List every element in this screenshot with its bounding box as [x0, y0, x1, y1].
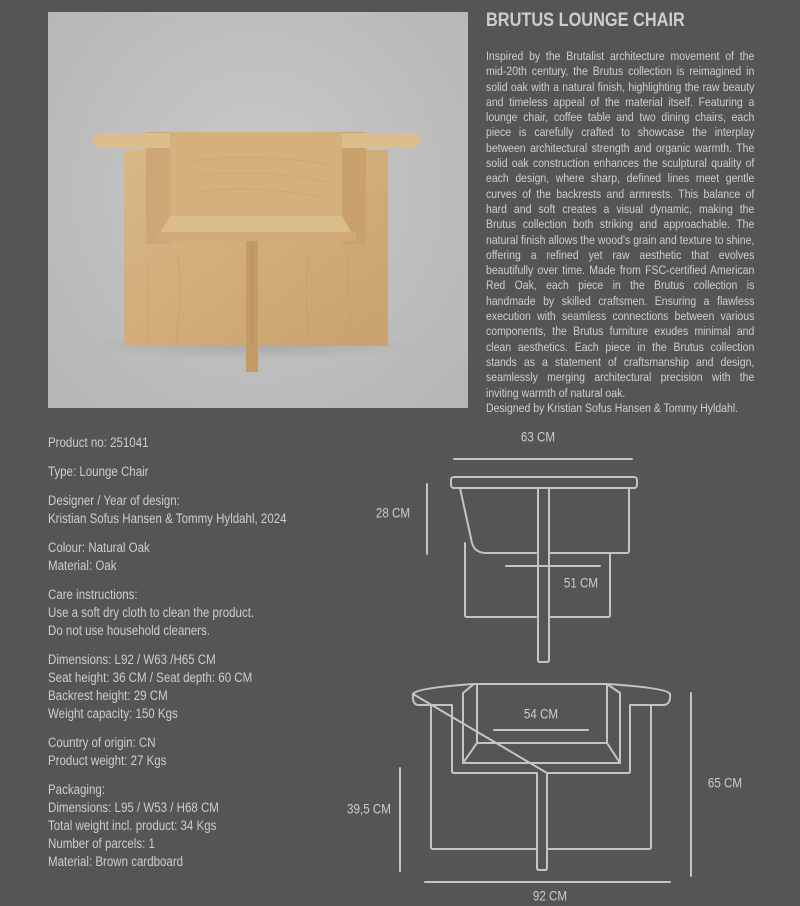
- spec-line: Product weight: 27 Kgs: [48, 753, 167, 768]
- dim-label-width-92: 92 CM: [532, 888, 568, 904]
- spec-line: Care instructions:: [48, 587, 138, 602]
- spec-line: Material: Brown cardboard: [48, 854, 184, 869]
- seat-right-bevel: [607, 743, 620, 763]
- dim-label-depth-28: 28 CM: [375, 505, 411, 521]
- spec-line: Do not use household cleaners.: [48, 623, 210, 638]
- spec-line: Kristian Sofus Hansen & Tommy Hyldahl, 2024: [48, 511, 287, 526]
- spec-line: Total weight incl. product: 34 Kgs: [48, 818, 217, 833]
- seat-left-bevel: [463, 743, 477, 763]
- product-title: BRUTUS LOUNGE CHAIR: [486, 10, 685, 31]
- center-stem: [538, 488, 549, 662]
- spec-line: Dimensions: L95 / W53 / H68 CM: [48, 800, 219, 815]
- spec-line: Designer / Year of design:: [48, 493, 180, 508]
- right-body-outline: [547, 706, 651, 849]
- seat-side-panels: [463, 684, 620, 763]
- spec-line: Seat height: 36 CM / Seat depth: 60 CM: [48, 670, 253, 685]
- spec-line: Type: Lounge Chair: [48, 464, 149, 479]
- product-description-text: Inspired by the Brutalist architecture movement of the mid-20th century, the Brutus collection is reimagined in solid oak with a natural finish, highlighting the raw beauty and timeless appeal of the material itself. Featuring a lounge chair, coffee table and two dining chairs, each piece is carefully crafted to showcase the interplay between architectural strength and organic warmth. The solid oak construction enhances the sculptural quality of each design, where sharp, defined lines meet gentle curves of the backrests and armrests. This balance of hard and soft creates a visual dynamic, making the Brutus collection both striking and approachable. The natural finish allows the wood's grain and texture to shine, offering a refined yet raw aesthetic that evolves beautifully over time. Made from FSC-certified American Red Oak, each piece in the Brutus collection is handmade by skilled craftsmen. Ensuring a flawless execution with seamless connections between various components, the Brutus furniture exudes minimal and clean aesthetics. Each piece in the Brutus collection stands as a statement of craftsmanship and design, seamlessly merging architectural precision with the inviting warmth of natural oak.: [486, 49, 755, 400]
- top-plank: [451, 477, 637, 488]
- spec-line: Use a soft dry cloth to clean the product.: [48, 605, 255, 620]
- spec-line: Number of parcels: 1: [48, 836, 155, 851]
- spec-line: Dimensions: L92 / W63 /H65 CM: [48, 652, 216, 667]
- dim-label-height-65: 65 CM: [707, 775, 743, 791]
- lower-left-panel: [465, 543, 536, 617]
- front-stem: [537, 773, 547, 870]
- dim-label-width-63: 63 CM: [520, 429, 556, 445]
- dim-label-seat-height: 39,5 CM: [347, 801, 391, 817]
- spec-line: Weight capacity: 150 Kgs: [48, 706, 178, 721]
- spec-line: Product no: 251041: [48, 435, 149, 450]
- left-arm-outline: [460, 488, 536, 553]
- spec-line: Material: Oak: [48, 558, 117, 573]
- spec-line: Country of origin: CN: [48, 735, 156, 750]
- designer-credit: Designed by Kristian Sofus Hansen & Tommy Hyldahl.: [486, 401, 739, 415]
- left-body-outline: [431, 706, 537, 849]
- dim-label-seat-54: 54 CM: [523, 706, 559, 722]
- right-arm-outline: [550, 488, 629, 553]
- dim-label-inner-51: 51 CM: [563, 575, 599, 591]
- spec-line: Packaging:: [48, 782, 105, 797]
- spec-line: Colour: Natural Oak: [48, 540, 150, 555]
- top-view-drawing: [427, 459, 637, 662]
- spec-line: Backrest height: 29 CM: [48, 688, 168, 703]
